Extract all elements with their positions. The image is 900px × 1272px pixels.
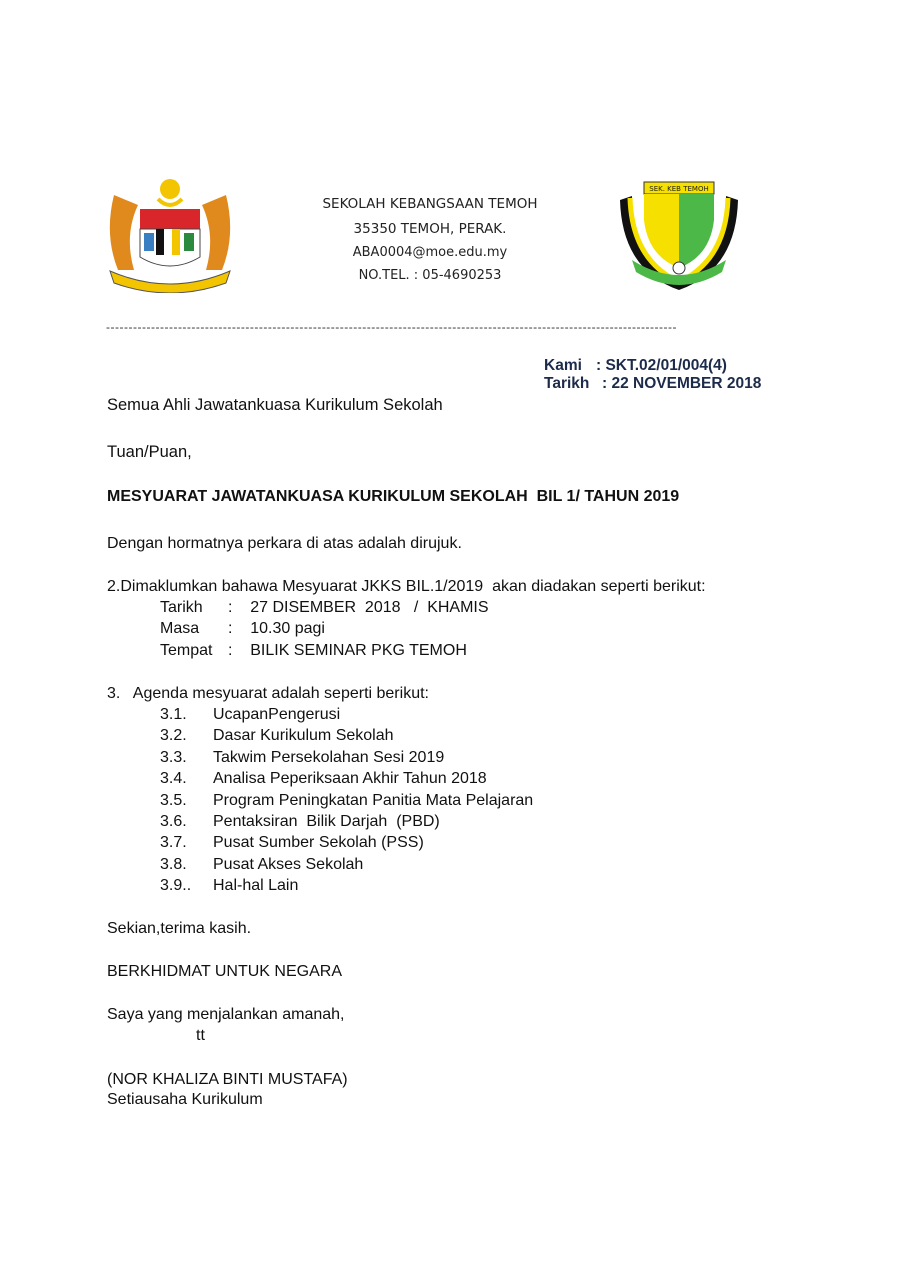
agenda-text: Dasar Kurikulum Sekolah xyxy=(213,727,394,744)
signature: tt xyxy=(196,1027,205,1044)
school-crest-logo xyxy=(618,180,740,290)
signatory-title: Setiausaha Kurikulum xyxy=(107,1091,263,1108)
agenda-text: UcapanPengerusi xyxy=(213,706,341,723)
tarikh-value: : 22 NOVEMBER 2018 xyxy=(602,375,762,392)
detail-tarikh xyxy=(160,598,489,618)
agenda-text: Takwim Persekolahan Sesi 2019 xyxy=(213,749,445,766)
agenda-number: 3.6. xyxy=(160,813,187,830)
agenda-item xyxy=(160,812,440,832)
salutation: Tuan/Puan, xyxy=(107,443,192,461)
school-address: 35350 TEMOH, PERAK. xyxy=(353,221,507,237)
svg-text:SEK. KEB TEMOH: SEK. KEB TEMOH xyxy=(649,185,709,193)
agenda-text: Hal-hal Lain xyxy=(213,877,299,894)
paragraph-3: 3. Agenda mesyuarat adalah seperti berikut: xyxy=(107,685,429,702)
reference-kami xyxy=(544,357,727,375)
paragraph-2: 2.Dimaklumkan bahawa Mesyuarat JKKS BIL.1/2019 akan diadakan seperti berikut: xyxy=(107,578,706,595)
agenda-item xyxy=(160,726,394,746)
kami-value: : SKT.02/01/004(4) xyxy=(596,357,727,374)
detail-tempat xyxy=(160,641,467,661)
agenda-item xyxy=(160,769,487,789)
agenda-text: Analisa Peperiksaan Akhir Tahun 2018 xyxy=(213,770,487,787)
agenda-number: 3.4. xyxy=(160,770,187,787)
school-email: ABA0004@moe.edu.my xyxy=(352,245,508,260)
agenda-item xyxy=(160,833,424,853)
agenda-text: Pusat Sumber Sekolah (PSS) xyxy=(213,834,424,851)
agenda-number: 3.3. xyxy=(160,749,187,766)
agenda-text: Pentaksiran Bilik Darjah (PBD) xyxy=(213,813,440,830)
agenda-item xyxy=(160,791,533,811)
agenda-number: 3.5. xyxy=(160,792,187,809)
detail-label: Masa xyxy=(160,620,200,637)
school-name: SEKOLAH KEBANGSAAN TEMOH xyxy=(322,196,538,212)
agenda-text: Pusat Akses Sekolah xyxy=(213,856,364,873)
paragraph-1: Dengan hormatnya perkara di atas adalah dirujuk. xyxy=(107,535,462,552)
detail-label: Tarikh xyxy=(160,599,203,616)
sign-off: Saya yang menjalankan amanah, xyxy=(107,1006,345,1023)
agenda-number: 3.9.. xyxy=(160,877,192,894)
agenda-item xyxy=(160,748,444,768)
agenda-number: 3.1. xyxy=(160,706,187,723)
detail-label: Tempat xyxy=(160,642,213,659)
subject: MESYUARAT JAWATANKUASA KURIKULUM SEKOLAH BIL 1/ TAHUN 2019 xyxy=(107,488,680,505)
kami-label: Kami xyxy=(544,357,582,374)
agenda-item xyxy=(160,705,340,725)
coat-of-arms-logo xyxy=(104,175,236,293)
agenda-text: Program Peningkatan Panitia Mata Pelajaran xyxy=(213,792,534,809)
recipient: Semua Ahli Jawatankuasa Kurikulum Sekolah xyxy=(107,396,443,414)
agenda-number: 3.8. xyxy=(160,856,187,873)
header-separator: ------------------------------------------------------------------------------------------------------------------------------- xyxy=(106,320,678,334)
reference-tarikh xyxy=(544,375,761,393)
school-phone: NO.TEL. : 05-4690253 xyxy=(358,268,502,283)
agenda-item xyxy=(160,876,298,896)
motto: BERKHIDMAT UNTUK NEGARA xyxy=(107,963,342,980)
detail-masa xyxy=(160,619,325,639)
tarikh-label: Tarikh xyxy=(544,375,590,392)
agenda-number: 3.7. xyxy=(160,834,187,851)
detail-value: : 10.30 pagi xyxy=(228,620,325,637)
detail-value: : 27 DISEMBER 2018 / KHAMIS xyxy=(228,599,489,616)
signatory-name: (NOR KHALIZA BINTI MUSTAFA) xyxy=(107,1071,348,1088)
agenda-item xyxy=(160,855,363,875)
agenda-number: 3.2. xyxy=(160,727,187,744)
closing: Sekian,terima kasih. xyxy=(107,920,252,937)
detail-value: : BILIK SEMINAR PKG TEMOH xyxy=(228,642,467,659)
